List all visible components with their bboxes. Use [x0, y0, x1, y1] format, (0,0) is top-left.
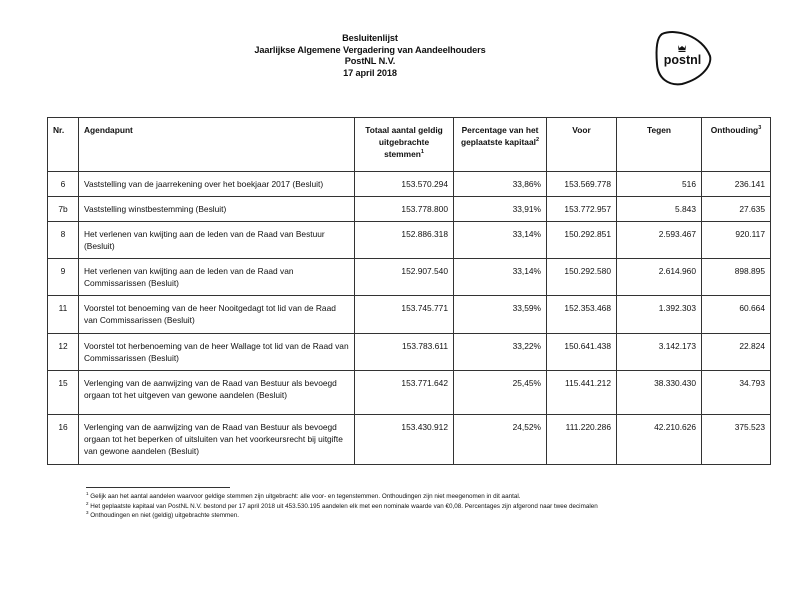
cell-voor: 150.641.438	[547, 334, 617, 371]
cell-percentage: 33,14%	[454, 259, 547, 296]
table-row	[48, 172, 771, 197]
cell-totaal: 153.745.771	[355, 296, 454, 334]
logo-text: postnl	[663, 53, 702, 67]
cell-onthouding: 375.523	[702, 415, 771, 465]
cell-voor: 150.292.851	[547, 222, 617, 259]
footnote-1: $^1$ Gelijk aan het aantal aandelen waarvoor geldige stemmen zijn uitgebracht: alle voor- en tegenstemmen. Onthoudingen zijn niet meegenomen in dit aantal.	[86, 490, 521, 500]
cell-voor: 115.441.212	[547, 371, 617, 415]
col-header-totaal: Totaal aantal geldig uitgebrachte stemmen$^1$	[355, 118, 454, 172]
cell-tegen: 516	[617, 172, 702, 197]
postnl-logo	[652, 28, 714, 88]
cell-tegen: 5.843	[617, 197, 702, 222]
col-header-agendapunt: Agendapunt	[79, 118, 355, 172]
cell-totaal: 153.430.912	[355, 415, 454, 465]
footnote-2: $^2$ Het geplaatste kapitaal van PostNL N.V. bestond per 17 april 2018 uit 453.530.195 aandelen elk met een nominale waarde van €0,08. Percentages zijn afgerond naar twee decimalen	[86, 500, 598, 510]
cell-voor: 152.353.468	[547, 296, 617, 334]
cell-tegen: 38.330.430	[617, 371, 702, 415]
cell-totaal: 153.771.642	[355, 371, 454, 415]
cell-agendapunt: Verlenging van de aanwijzing van de Raad van Bestuur als bevoegd orgaan tot het uitgeven van gewone aandelen (Besluit)	[79, 371, 355, 415]
cell-nr: 12	[48, 334, 79, 371]
cell-onthouding: 34.793	[702, 371, 771, 415]
cell-tegen: 2.614.960	[617, 259, 702, 296]
cell-tegen: 1.392.303	[617, 296, 702, 334]
table-row	[48, 334, 771, 371]
cell-tegen: 2.593.467	[617, 222, 702, 259]
cell-percentage: 33,22%	[454, 334, 547, 371]
cell-agendapunt: Voorstel tot benoeming van de heer Nooitgedagt tot lid van de Raad van Commissarissen (Besluit)	[79, 296, 355, 334]
cell-tegen: 3.142.173	[617, 334, 702, 371]
cell-percentage: 33,91%	[454, 197, 547, 222]
resolutions-table	[47, 117, 771, 465]
footnote-3: $^3$ Onthoudingen en niet (geldig) uitgebrachte stemmen.	[86, 509, 240, 519]
footnotes	[86, 492, 746, 521]
cell-percentage: 24,52%	[454, 415, 547, 465]
cell-agendapunt: Het verlenen van kwijting aan de leden van de Raad van Bestuur (Besluit)	[79, 222, 355, 259]
cell-tegen: 42.210.626	[617, 415, 702, 465]
col-header-tegen: Tegen	[617, 118, 702, 172]
cell-agendapunt: Vaststelling winstbestemming (Besluit)	[79, 197, 355, 222]
cell-percentage: 33,86%	[454, 172, 547, 197]
cell-totaal: 152.886.318	[355, 222, 454, 259]
cell-onthouding: 22.824	[702, 334, 771, 371]
cell-nr: 11	[48, 296, 79, 334]
postnl-logo-shape	[652, 28, 714, 88]
table-row	[48, 371, 771, 415]
cell-onthouding: 898.895	[702, 259, 771, 296]
crown-icon	[678, 45, 686, 52]
col-header-voor: Voor	[547, 118, 617, 172]
cell-voor: 153.772.957	[547, 197, 617, 222]
cell-onthouding: 27.635	[702, 197, 771, 222]
table-row	[48, 296, 771, 334]
footnote-separator	[86, 487, 230, 488]
cell-agendapunt: Voorstel tot herbenoeming van de heer Wallage tot lid van de Raad van Commissarissen (Besluit)	[79, 334, 355, 371]
cell-percentage: 33,14%	[454, 222, 547, 259]
table-row	[48, 197, 771, 222]
title-line-1: Besluitenlijst	[342, 33, 398, 43]
cell-totaal: 153.570.294	[355, 172, 454, 197]
cell-agendapunt: Verlenging van de aanwijzing van de Raad van Bestuur als bevoegd orgaan tot het beperken of uitsluiten van het voorkeursrecht bij uitgifte van gewone aandelen (Besluit)	[79, 415, 355, 465]
col-header-nr: Nr.	[48, 118, 79, 172]
cell-voor: 150.292.580	[547, 259, 617, 296]
title-line-4: 17 april 2018	[343, 67, 397, 78]
cell-nr: 15	[48, 371, 79, 415]
cell-percentage: 33,59%	[454, 296, 547, 334]
col-header-onthouding: Onthouding$^3$	[702, 118, 771, 172]
cell-nr: 8	[48, 222, 79, 259]
cell-agendapunt: Vaststelling van de jaarrekening over het boekjaar 2017 (Besluit)	[79, 172, 355, 197]
cell-nr: 9	[48, 259, 79, 296]
cell-totaal: 153.778.800	[355, 197, 454, 222]
cell-voor: 111.220.286	[547, 415, 617, 465]
cell-nr: 6	[48, 172, 79, 197]
table-row	[48, 259, 771, 296]
table-header-row	[48, 118, 771, 172]
title-line-3: PostNL N.V.	[344, 56, 396, 66]
cell-nr: 16	[48, 415, 79, 465]
title-line-2: Jaarlijkse Algemene Vergadering van Aandeelhouders	[254, 44, 486, 55]
cell-onthouding: 60.664	[702, 296, 771, 334]
table-row	[48, 415, 771, 465]
cell-nr: 7b	[48, 197, 79, 222]
cell-voor: 153.569.778	[547, 172, 617, 197]
document-title	[200, 33, 540, 79]
cell-onthouding: 920.117	[702, 222, 771, 259]
col-header-percentage: Percentage van het geplaatste kapitaal$^2$	[454, 118, 547, 172]
cell-totaal: 152.907.540	[355, 259, 454, 296]
table-row	[48, 222, 771, 259]
cell-agendapunt: Het verlenen van kwijting aan de leden van de Raad van Commissarissen (Besluit)	[79, 259, 355, 296]
cell-totaal: 153.783.611	[355, 334, 454, 371]
cell-percentage: 25,45%	[454, 371, 547, 415]
cell-onthouding: 236.141	[702, 172, 771, 197]
